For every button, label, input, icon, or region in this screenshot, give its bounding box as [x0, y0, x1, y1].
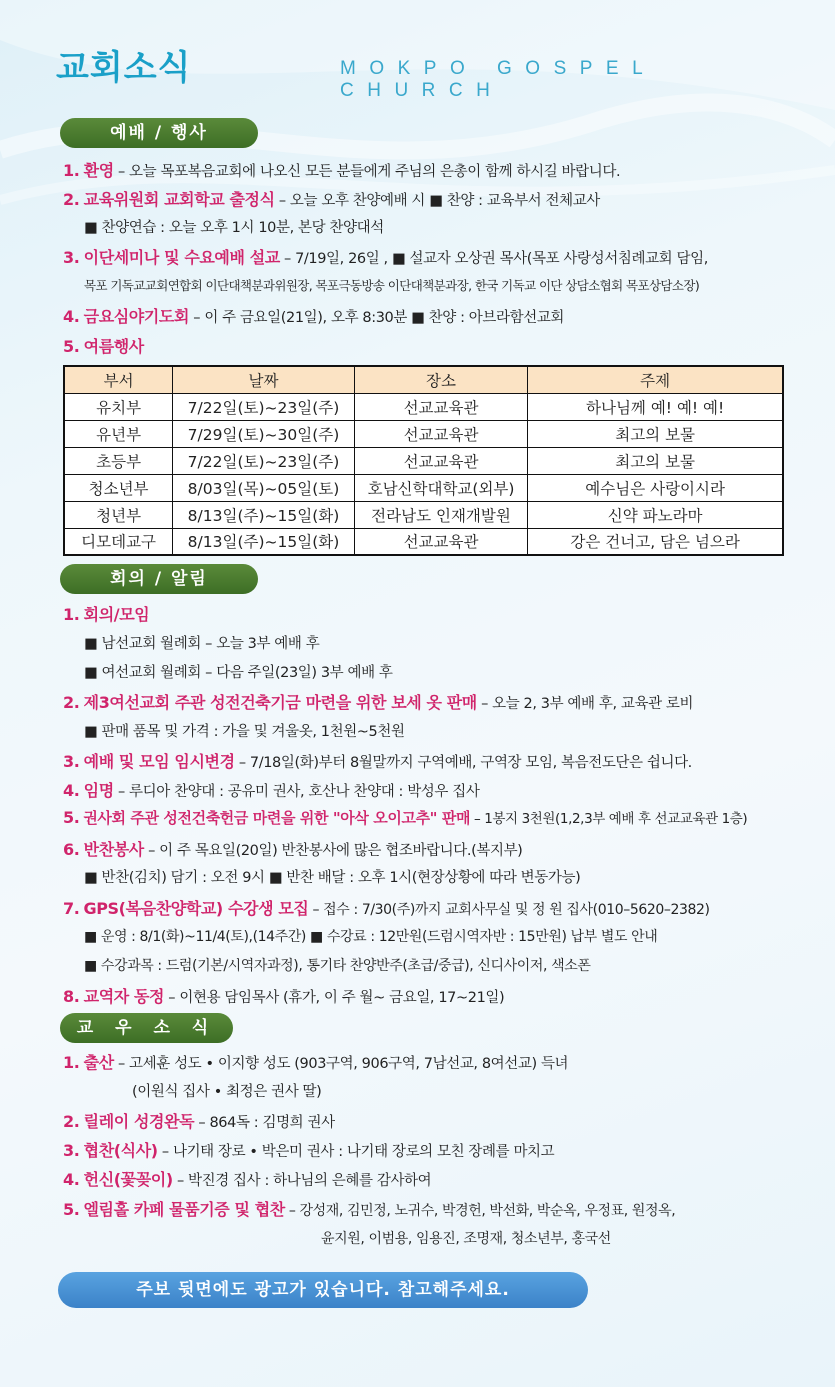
table-cell: 선교교육관	[354, 393, 527, 420]
meeting-item-1-sub1: ■ 남선교회 월례회 – 오늘 3부 예배 후	[84, 636, 320, 652]
meeting-item-4: 4. 임명 – 루디아 찬양대 : 공유미 권사, 호산나 찬양대 : 박성우 집사	[63, 781, 480, 800]
meeting-item-7-sub2: ■ 수강과목 : 드럼(기본/시역자과정), 통기타 찬양반주(초급/중급), 신디사이저, 색소폰	[84, 958, 591, 974]
meeting-item-5: 5. 권사회 주관 성전건축헌금 마련을 위한 "아삭 오이고추" 판매 – 1봉지 3천원(1,2,3부 예배 후 선교교육관 1층)	[63, 808, 748, 827]
table-row	[64, 447, 783, 474]
member-item-5-sub: 윤지원, 이범용, 임용진, 조명재, 청소년부, 홍국선	[321, 1231, 611, 1247]
table-cell: 예수님은 사랑이시라	[528, 474, 783, 501]
worship-item-4: 4. 금요심야기도회 – 이 주 금요일(21일), 오후 8:30분 ■ 찬양 : 아브라함선교회	[63, 307, 565, 326]
member-item-1: 1. 출산 – 고세훈 성도 • 이지향 성도 (903구역, 906구역, 7남선교, 8여선교) 득녀	[63, 1053, 569, 1072]
table-cell: 청소년부	[64, 474, 173, 501]
table-cell: 8/13일(주)~15일(화)	[173, 528, 355, 555]
table-cell: 호남신학대학교(외부)	[354, 474, 527, 501]
member-item-3: 3. 협찬(식사) – 나기태 장로 • 박은미 권사 : 나기태 장로의 모친 장례를 마치고	[63, 1141, 555, 1160]
worship-item-2-sub: ■ 찬양연습 : 오늘 오후 1시 10분, 본당 찬양대석	[84, 220, 384, 236]
table-cell: 신약 파노라마	[528, 501, 783, 528]
worship-item-2: 2. 교육위원회 교회학교 출정식 – 오늘 오후 찬양예배 시 ■ 찬양 : 교육부서 전체교사	[63, 190, 600, 209]
worship-item-5: 5. 여름행사	[63, 337, 144, 356]
meeting-item-2-sub: ■ 판매 품목 및 가격 : 가을 및 겨울옷, 1천원~5천원	[84, 724, 405, 740]
table-row	[64, 528, 783, 555]
table-header-row	[64, 366, 783, 393]
member-item-5: 5. 엘림홀 카페 물품기증 및 협찬 – 강성재, 김민정, 노귀수, 박경헌, 박선화, 박순옥, 우정표, 원정옥,	[63, 1200, 676, 1219]
page-subtitle: MOKPO GOSPEL CHURCH	[340, 58, 656, 101]
worship-item-3: 3. 이단세미나 및 수요예배 설교 – 7/19일, 26일 , ■ 설교자 오상권 목사(목포 사랑성서침례교회 담임,	[63, 248, 708, 267]
meeting-item-7: 7. GPS(복음찬양학교) 수강생 모집 – 접수 : 7/30(주)까지 교회사무실 및 정 원 집사(010–5620–2382)	[63, 899, 710, 918]
meeting-item-8: 8. 교역자 동정 – 이현용 담임목사 (휴가, 이 주 월~ 금요일, 17~21일)	[63, 987, 505, 1006]
section-meeting-header: 회의 / 알림	[60, 564, 258, 594]
table-cell: 전라남도 인재개발원	[354, 501, 527, 528]
table-cell: 8/03일(목)~05일(토)	[173, 474, 355, 501]
meeting-item-1-sub2: ■ 여선교회 월례회 – 다음 주일(23일) 3부 예배 후	[84, 665, 393, 681]
meeting-item-2: 2. 제3여선교회 주관 성전건축기금 마련을 위한 보세 옷 판매 – 오늘 2, 3부 예배 후, 교육관 로비	[63, 693, 694, 712]
table-cell: 최고의 보물	[528, 420, 783, 447]
table-row	[64, 474, 783, 501]
meeting-item-7-sub1: ■ 운영 : 8/1(화)~11/4(토),(14주간) ■ 수강료 : 12만원(드럼시역자반 : 15만원) 납부 별도 안내	[84, 929, 658, 945]
table-cell: 선교교육관	[354, 447, 527, 474]
meeting-item-3: 3. 예배 및 모임 임시변경 – 7/18일(화)부터 8월말까지 구역예배, 구역장 모임, 복음전도단은 쉽니다.	[63, 752, 692, 771]
page-title: 교회소식	[56, 48, 192, 88]
meeting-item-1: 1. 회의/모임	[63, 605, 150, 624]
member-item-4: 4. 헌신(꽃꽂이) – 박진경 집사 : 하나님의 은혜를 감사하여	[63, 1170, 432, 1189]
table-cell: 선교교육관	[354, 528, 527, 555]
table-row	[64, 501, 783, 528]
meeting-item-6-sub: ■ 반찬(김치) 담기 : 오전 9시 ■ 반찬 배달 : 오후 1시(현장상황에 따라 변동가능)	[84, 870, 581, 886]
table-cell: 7/22일(토)~23일(주)	[173, 447, 355, 474]
table-row	[64, 420, 783, 447]
table-cell: 하나님께 예! 예! 예!	[528, 393, 783, 420]
table-cell: 강은 건너고, 담은 넘으라	[528, 528, 783, 555]
summer-events-table	[63, 365, 784, 556]
table-cell: 7/22일(토)~23일(주)	[173, 393, 355, 420]
table-cell: 8/13일(주)~15일(화)	[173, 501, 355, 528]
table-header: 장소	[354, 366, 527, 393]
meeting-item-6: 6. 반찬봉사 – 이 주 목요일(20일) 반찬봉사에 많은 협조바랍니다.(복지부)	[63, 840, 523, 859]
worship-item-1: 1. 환영 – 오늘 목포복음교회에 나오신 모든 분들에게 주님의 은총이 함께 하시길 바랍니다.	[63, 161, 621, 180]
table-cell: 초등부	[64, 447, 173, 474]
table-cell: 청년부	[64, 501, 173, 528]
table-cell: 선교교육관	[354, 420, 527, 447]
table-cell: 최고의 보물	[528, 447, 783, 474]
footer-notice: 주보 뒷면에도 광고가 있습니다. 참고해주세요.	[58, 1272, 588, 1308]
table-header: 부서	[64, 366, 173, 393]
table-cell: 유년부	[64, 420, 173, 447]
table-row	[64, 393, 783, 420]
member-item-1-sub: (이원식 집사 • 최정은 권사 딸)	[132, 1084, 322, 1100]
table-cell: 유치부	[64, 393, 173, 420]
section-members-header: 교 우 소 식	[60, 1013, 233, 1043]
table-cell: 디모데교구	[64, 528, 173, 555]
table-header: 날짜	[173, 366, 355, 393]
worship-item-3-sub: 목포 기독교교회연합회 이단대책분과위원장, 목포극동방송 이단대책분과장, 한국 기독교 이단 상담소협회 목포상담소장)	[84, 278, 700, 293]
table-header: 주제	[528, 366, 783, 393]
member-item-2: 2. 릴레이 성경완독 – 864독 : 김명희 권사	[63, 1112, 335, 1131]
table-cell: 7/29일(토)~30일(주)	[173, 420, 355, 447]
section-worship-header: 예배 / 행사	[60, 118, 258, 148]
